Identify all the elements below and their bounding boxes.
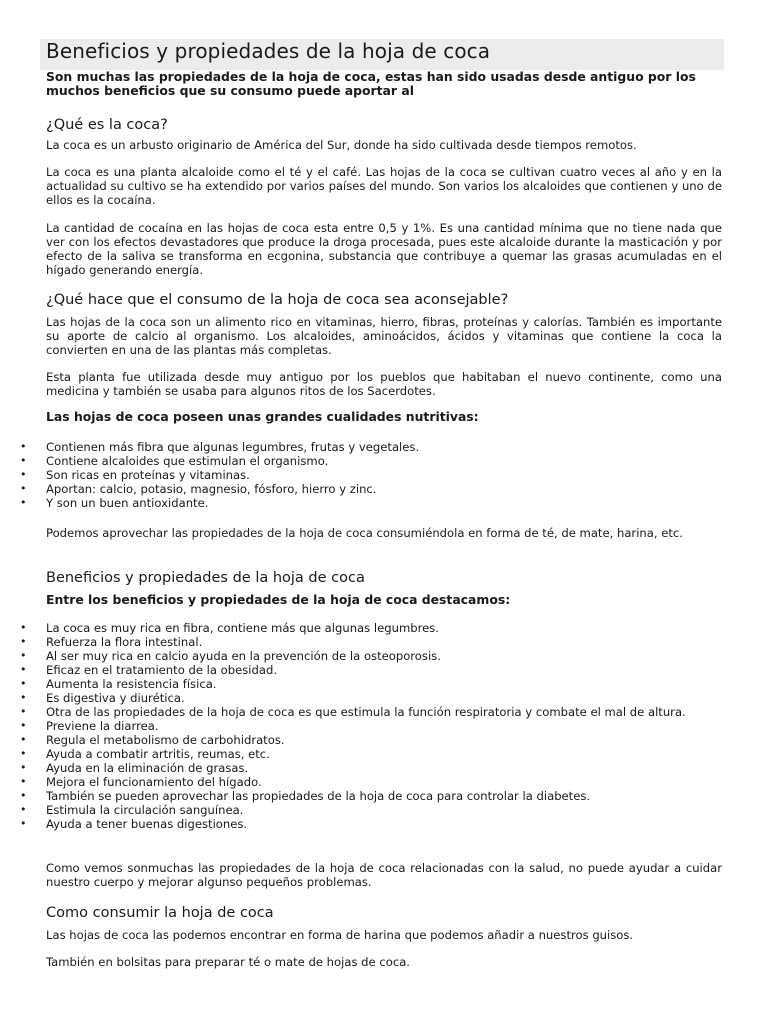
- bullet-icon: •: [20, 635, 27, 648]
- bullet-icon: •: [20, 454, 27, 467]
- list-item: [0, 775, 740, 789]
- list-item: [0, 733, 740, 747]
- bullet-icon: •: [20, 649, 27, 662]
- list-item: [0, 817, 740, 831]
- list-item: [0, 649, 740, 663]
- list-item-text: Y son un buen antioxidante.: [46, 496, 209, 510]
- list-item: [0, 454, 740, 468]
- list-item-text: Aumenta la resistencia física.: [46, 677, 217, 691]
- list-item: [0, 803, 740, 817]
- list-item-text: Ayuda a combatir artritis, reumas, etc.: [46, 747, 270, 761]
- list-item-text: Contiene alcaloides que estimulan el organismo.: [46, 454, 329, 468]
- list-item: [0, 482, 740, 496]
- bullet-icon: •: [20, 789, 27, 802]
- list-item: [0, 663, 740, 677]
- paragraph: La coca es una planta alcaloide como el té y el café. Las hojas de la coca se cultivan cuatro veces al año y en la actualidad su cultivo se ha extendido por varios países del mundo. Son varios los alcaloides que contienen y uno de ellos es la cocaína.: [46, 165, 722, 207]
- list-item: [0, 747, 740, 761]
- list-item-text: Mejora el funcionamiento del hígado.: [46, 775, 262, 789]
- section-heading-consumo-aconsejable: ¿Qué hace que el consumo de la hoja de coca sea aconsejable?: [46, 292, 509, 308]
- list-item-text: Otra de las propiedades de la hoja de coca es que estimula la función respiratoria y combate el mal de altura.: [46, 705, 686, 719]
- bullet-icon: •: [20, 496, 27, 509]
- list-item-text: Es digestiva y diurética.: [46, 691, 185, 705]
- bullet-icon: •: [20, 482, 27, 495]
- bullet-icon: •: [20, 733, 27, 746]
- paragraph: La coca es un arbusto originario de América del Sur, donde ha sido cultivada desde tiempos remotos.: [46, 138, 637, 152]
- list-item-text: También se pueden aprovechar las propiedades de la hoja de coca para controlar la diabetes.: [46, 789, 591, 803]
- list-item-text: Son ricas en proteínas y vitaminas.: [46, 468, 250, 482]
- list-item: [0, 719, 740, 733]
- bullet-icon: •: [20, 440, 27, 453]
- bullet-icon: •: [20, 468, 27, 481]
- list-item-text: La coca es muy rica en fibra, contiene más que algunas legumbres.: [46, 621, 439, 635]
- list-item: [0, 621, 740, 635]
- section-heading-como-consumir: Como consumir la hoja de coca: [46, 905, 274, 921]
- subheading-cualidades-nutritivas: Las hojas de coca poseen unas grandes cualidades nutritivas:: [46, 409, 479, 424]
- list-item: [0, 677, 740, 691]
- nutritional-qualities-list: [0, 440, 740, 510]
- list-item-text: Al ser muy rica en calcio ayuda en la prevención de la osteoporosis.: [46, 649, 441, 663]
- list-item: [0, 691, 740, 705]
- list-item: [0, 761, 740, 775]
- list-item-text: Contienen más fibra que algunas legumbres, frutas y vegetales.: [46, 440, 420, 454]
- list-item-text: Eficaz en el tratamiento de la obesidad.: [46, 663, 278, 677]
- list-item-text: Previene la diarrea.: [46, 719, 159, 733]
- bullet-icon: •: [20, 705, 27, 718]
- paragraph: Las hojas de la coca son un alimento rico en vitaminas, hierro, fibras, proteínas y calorías. También es importante su aporte de calcio al organismo. Los alcaloides, aminoácidos, ácidos y vitaminas que contiene la coca la convierten en una de las plantas más completas.: [46, 315, 722, 357]
- list-item-text: Ayuda a tener buenas digestiones.: [46, 817, 248, 831]
- bullet-icon: •: [20, 621, 27, 634]
- list-item: [0, 705, 740, 719]
- bullet-icon: •: [20, 803, 27, 816]
- bullet-icon: •: [20, 817, 27, 830]
- section-heading-que-es-la-coca: ¿Qué es la coca?: [46, 117, 168, 133]
- paragraph: Esta planta fue utilizada desde muy antiguo por los pueblos que habitaban el nuevo continente, como una medicina y también se usaba para algunos ritos de los Sacerdotes.: [46, 370, 722, 398]
- list-item-text: Aportan: calcio, potasio, magnesio, fósforo, hierro y zinc.: [46, 482, 377, 496]
- list-item-text: Regula el metabolismo de carbohidratos.: [46, 733, 285, 747]
- list-item: [0, 440, 740, 454]
- paragraph: La cantidad de cocaína en las hojas de coca esta entre 0,5 y 1%. Es una cantidad mínima que no tiene nada que ver con los efectos devastadores que produce la droga procesada, pues este alcaloide durante la masticación y por efecto de la saliva se transforma en ecgonina, substancia que contribuye a quemar las grasas acumuladas en el hígado generando energía.: [46, 221, 722, 277]
- bullet-icon: •: [20, 677, 27, 690]
- list-item: [0, 789, 740, 803]
- list-item: [0, 468, 740, 482]
- document-title: Beneficios y propiedades de la hoja de coca: [46, 39, 491, 63]
- bullet-icon: •: [20, 747, 27, 760]
- paragraph: Como vemos sonmuchas las propiedades de la hoja de coca relacionadas con la salud, no puede ayudar a cuidar nuestro cuerpo y mejorar algunso pequeños problemas.: [46, 861, 722, 889]
- bullet-icon: •: [20, 663, 27, 676]
- list-item-text: Ayuda en la eliminación de grasas.: [46, 761, 249, 775]
- list-item: [0, 496, 740, 510]
- paragraph: Las hojas de coca las podemos encontrar en forma de harina que podemos añadir a nuestros guisos.: [46, 928, 634, 942]
- list-item-text: Estimula la circulación sanguínea.: [46, 803, 244, 817]
- bullet-icon: •: [20, 775, 27, 788]
- bullet-icon: •: [20, 719, 27, 732]
- paragraph: También en bolsitas para preparar té o mate de hojas de coca.: [46, 955, 410, 969]
- list-item-text: Refuerza la flora intestinal.: [46, 635, 203, 649]
- benefits-list: [0, 621, 740, 831]
- list-item: [0, 635, 740, 649]
- intro-paragraph: Son muchas las propiedades de la hoja de coca, estas han sido usadas desde antiguo por los muchos beneficios que su consumo puede aportar al: [46, 69, 696, 98]
- section-heading-beneficios: Beneficios y propiedades de la hoja de coca: [46, 570, 365, 586]
- paragraph: Podemos aprovechar las propiedades de la hoja de coca consumiéndola en forma de té, de mate, harina, etc.: [46, 526, 683, 540]
- bullet-icon: •: [20, 761, 27, 774]
- subheading-destacamos: Entre los beneficios y propiedades de la hoja de coca destacamos:: [46, 592, 511, 607]
- bullet-icon: •: [20, 691, 27, 704]
